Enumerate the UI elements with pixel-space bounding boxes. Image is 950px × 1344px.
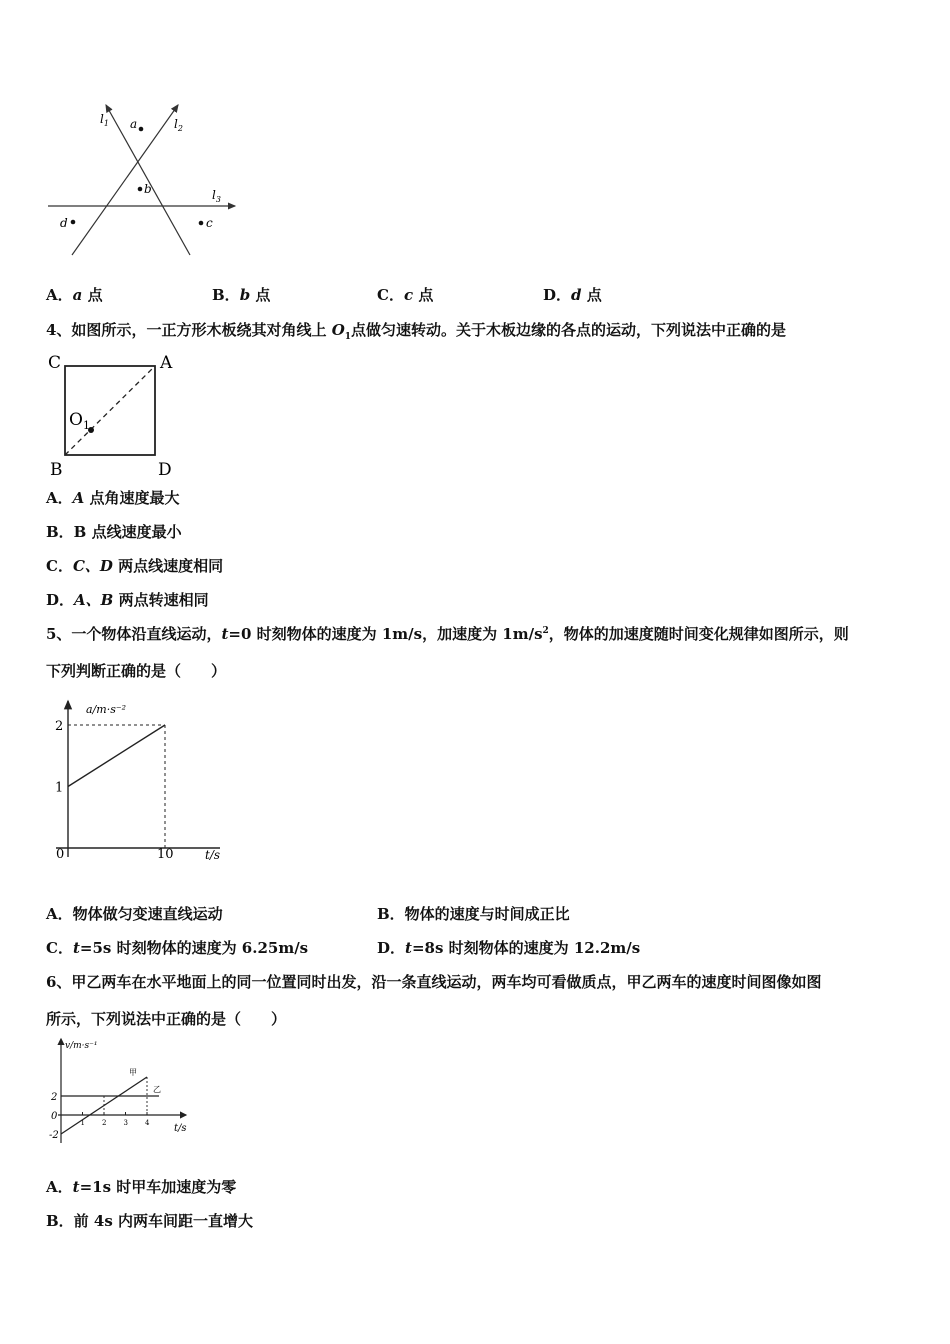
x-tick-label: 1 bbox=[80, 1119, 85, 1127]
q5-option-a[interactable]: A．物体做匀变速直线运动 bbox=[46, 905, 223, 923]
line-l2 bbox=[72, 105, 178, 255]
q6-stem-line2: 所示，下列说法中正确的是（ ） bbox=[46, 1010, 287, 1028]
label-l3: $l_3$ bbox=[212, 188, 221, 204]
point-c-label: c bbox=[206, 216, 213, 230]
point-a bbox=[139, 127, 144, 132]
x-tick-label: 0 bbox=[56, 847, 65, 862]
x-tick-label: 4 bbox=[145, 1119, 150, 1127]
y-axis-label: v/m·s⁻¹ bbox=[65, 1041, 98, 1051]
corner-b-label: B bbox=[50, 460, 63, 478]
lines-figure bbox=[40, 95, 250, 265]
series-line-a bbox=[68, 725, 165, 787]
y-tick-label: -2 bbox=[49, 1130, 59, 1141]
q3-option-c[interactable]: C．c 点 bbox=[377, 286, 434, 304]
x-axis-label: t/s bbox=[205, 848, 221, 862]
point-b bbox=[138, 187, 143, 192]
q6-stem-line1: 6、甲乙两车在水平地面上的同一位置同时出发，沿一条直线运动，两车均可看做质点，甲乙两车的速度时间图像如图 bbox=[46, 973, 822, 991]
point-b-label: b bbox=[144, 182, 152, 196]
q5-option-d[interactable]: D．t=8s 时刻物体的速度为 12.2m/s bbox=[377, 939, 641, 957]
q6-option-b[interactable]: B．前 4s 内两车间距一直增大 bbox=[46, 1212, 254, 1230]
corner-d-label: D bbox=[158, 460, 172, 478]
x-tick-label: 2 bbox=[102, 1119, 107, 1127]
x-axis-label: t/s bbox=[174, 1123, 187, 1134]
corner-c-label: C bbox=[48, 353, 62, 373]
q3-option-d[interactable]: D．d 点 bbox=[543, 286, 602, 304]
point-d bbox=[71, 220, 76, 225]
q4-option-c[interactable]: C．C、D 两点线速度相同 bbox=[46, 557, 224, 575]
y-tick-label: 0 bbox=[51, 1111, 58, 1122]
q3-option-b[interactable]: B．b 点 bbox=[212, 286, 271, 304]
q4-stem: 4、如图所示，一正方形木板绕其对角线上 $O_1$点做匀速转动。关于木板边缘的各点的运动，下列说法中正确的是 bbox=[46, 321, 787, 342]
q4-option-a[interactable]: A．A 点角速度最大 bbox=[46, 489, 180, 507]
q5-stem-line2: 下列判断正确的是（ ） bbox=[46, 662, 227, 680]
q4-option-d[interactable]: D．A、B 两点转速相同 bbox=[46, 591, 209, 609]
acceleration-time-chart bbox=[40, 695, 240, 875]
q6-option-a[interactable]: A．t=1s 时甲车加速度为零 bbox=[46, 1178, 237, 1196]
point-c bbox=[199, 221, 204, 226]
x-tick-label: 3 bbox=[123, 1119, 128, 1127]
series-label-yi: 乙 bbox=[153, 1085, 161, 1094]
series-label-jia: 甲 bbox=[129, 1068, 137, 1077]
y-tick-label: 2 bbox=[55, 719, 64, 734]
y-tick-label: 2 bbox=[51, 1092, 58, 1103]
q3-option-a[interactable]: A．a 点 bbox=[46, 286, 103, 304]
x-tick-label: 10 bbox=[157, 847, 174, 862]
point-d-label: d bbox=[60, 216, 68, 230]
y-tick-label: 1 bbox=[55, 780, 64, 796]
pivot-o1-label: $O_1$ bbox=[69, 410, 90, 432]
q5-option-b[interactable]: B．物体的速度与时间成正比 bbox=[377, 905, 570, 923]
y-axis-label: a/m·s⁻² bbox=[86, 703, 127, 716]
point-a-label: a bbox=[130, 117, 138, 131]
q4-option-b[interactable]: B．B 点线速度最小 bbox=[46, 523, 182, 541]
label-l2: $l_2$ bbox=[174, 117, 183, 133]
q5-stem-line1: 5、一个物体沿直线运动，t=0 时刻物体的速度为 1m/s，加速度为 $1m/s^2$，物体的加速度随时间变化规律如图所示，则 bbox=[46, 625, 849, 643]
square-figure bbox=[44, 350, 184, 478]
q5-option-c[interactable]: C．t=5s 时刻物体的速度为 6.25m/s bbox=[46, 939, 309, 957]
corner-a-label: A bbox=[160, 353, 173, 373]
label-l1: $l_1$ bbox=[100, 112, 109, 128]
velocity-time-chart bbox=[40, 1035, 200, 1150]
